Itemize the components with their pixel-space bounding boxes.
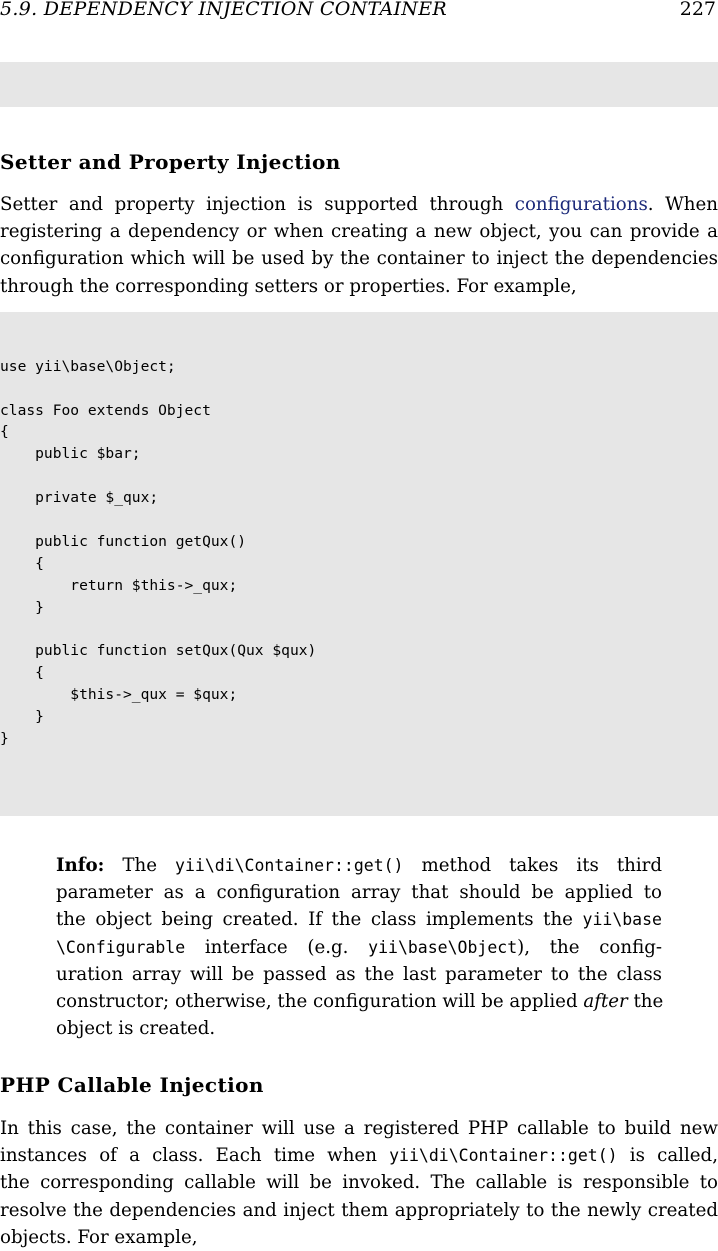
paragraph-line: In this case, the container will use a registered PHP callable to build new [0,1115,718,1142]
paragraph-line: configuration which will be used by the container to inject the dependencies [0,245,718,272]
text: the [628,991,664,1012]
paragraph-line: the corresponding callable will be invoked. The callable is responsible to [0,1169,718,1196]
text: method takes its third [404,855,663,876]
code-block-foo-class [0,312,718,816]
code-line: { [0,421,718,443]
info-line: parameter as a configuration array that should be applied to [56,879,662,906]
info-note [56,852,662,1042]
info-line [56,988,662,1015]
code-line [0,750,718,772]
code-line: private $_qux; [0,487,718,509]
code-line: public function setQux(Qux $qux) [0,640,718,662]
info-line [56,852,662,879]
text: The [104,855,175,876]
info-label: Info: [56,855,104,876]
callable-injection-paragraph [0,1115,718,1251]
inline-code: yii\base\Object [368,938,517,957]
inline-code: \Configurable [56,938,185,957]
code-line [0,509,718,531]
code-line [0,619,718,641]
text: . When [648,194,718,215]
paragraph-line [0,1142,718,1169]
inline-code: yii\di\Container::get() [389,1146,617,1165]
code-line: use yii\base\Object; [0,356,718,378]
page-header [0,0,718,24]
code-line: { [0,553,718,575]
inline-code: yii\di\Container::get() [175,856,403,875]
setter-injection-paragraph [0,191,718,300]
code-line [0,378,718,400]
code-line: class Foo extends Object [0,400,718,422]
configurations-link[interactable]: configurations [515,194,648,215]
code-line: return $this->_qux; [0,575,718,597]
paragraph-line: objects. For example, [0,1224,718,1251]
code-line: public $bar; [0,443,718,465]
paragraph-line [0,191,718,218]
code-block-invoke [0,62,718,107]
emphasis: after [583,991,627,1012]
code-line: $this->_qux = $qux; [0,684,718,706]
text: constructor; otherwise, the configuration will be applied [56,991,583,1012]
text: interface (e.g. [185,937,368,958]
code-line: } [0,728,718,750]
info-line [56,934,662,961]
section-title-callable-injection: PHP Callable Injection [0,1073,264,1097]
text: instances of a class. Each time when [0,1145,389,1166]
section-heading: 5.9. DEPENDENCY INJECTION CONTAINER [0,0,447,20]
code-lines [0,356,718,772]
code-line: } [0,706,718,728]
text: ), the config- [517,937,662,958]
text: Setter and property injection is supported through [0,194,515,215]
code-line: { [0,662,718,684]
text: the object being created. If the class implements the [56,909,583,930]
code-line: public function getQux() [0,531,718,553]
paragraph-line: registering a dependency or when creating a new object, you can provide a [0,218,718,245]
info-line: uration array will be passed as the last parameter to the class [56,961,662,988]
text: is called, [618,1145,718,1166]
info-line [56,906,662,933]
code-line [0,465,718,487]
code-line: } [0,597,718,619]
info-line: object is created. [56,1015,662,1042]
section-title-setter-injection: Setter and Property Injection [0,150,341,174]
paragraph-line: through the corresponding setters or properties. For example, [0,273,718,300]
paragraph-line: resolve the dependencies and inject them appropriately to the newly created [0,1197,718,1224]
inline-code: yii\base [583,910,662,929]
page-number: 227 [680,0,716,20]
